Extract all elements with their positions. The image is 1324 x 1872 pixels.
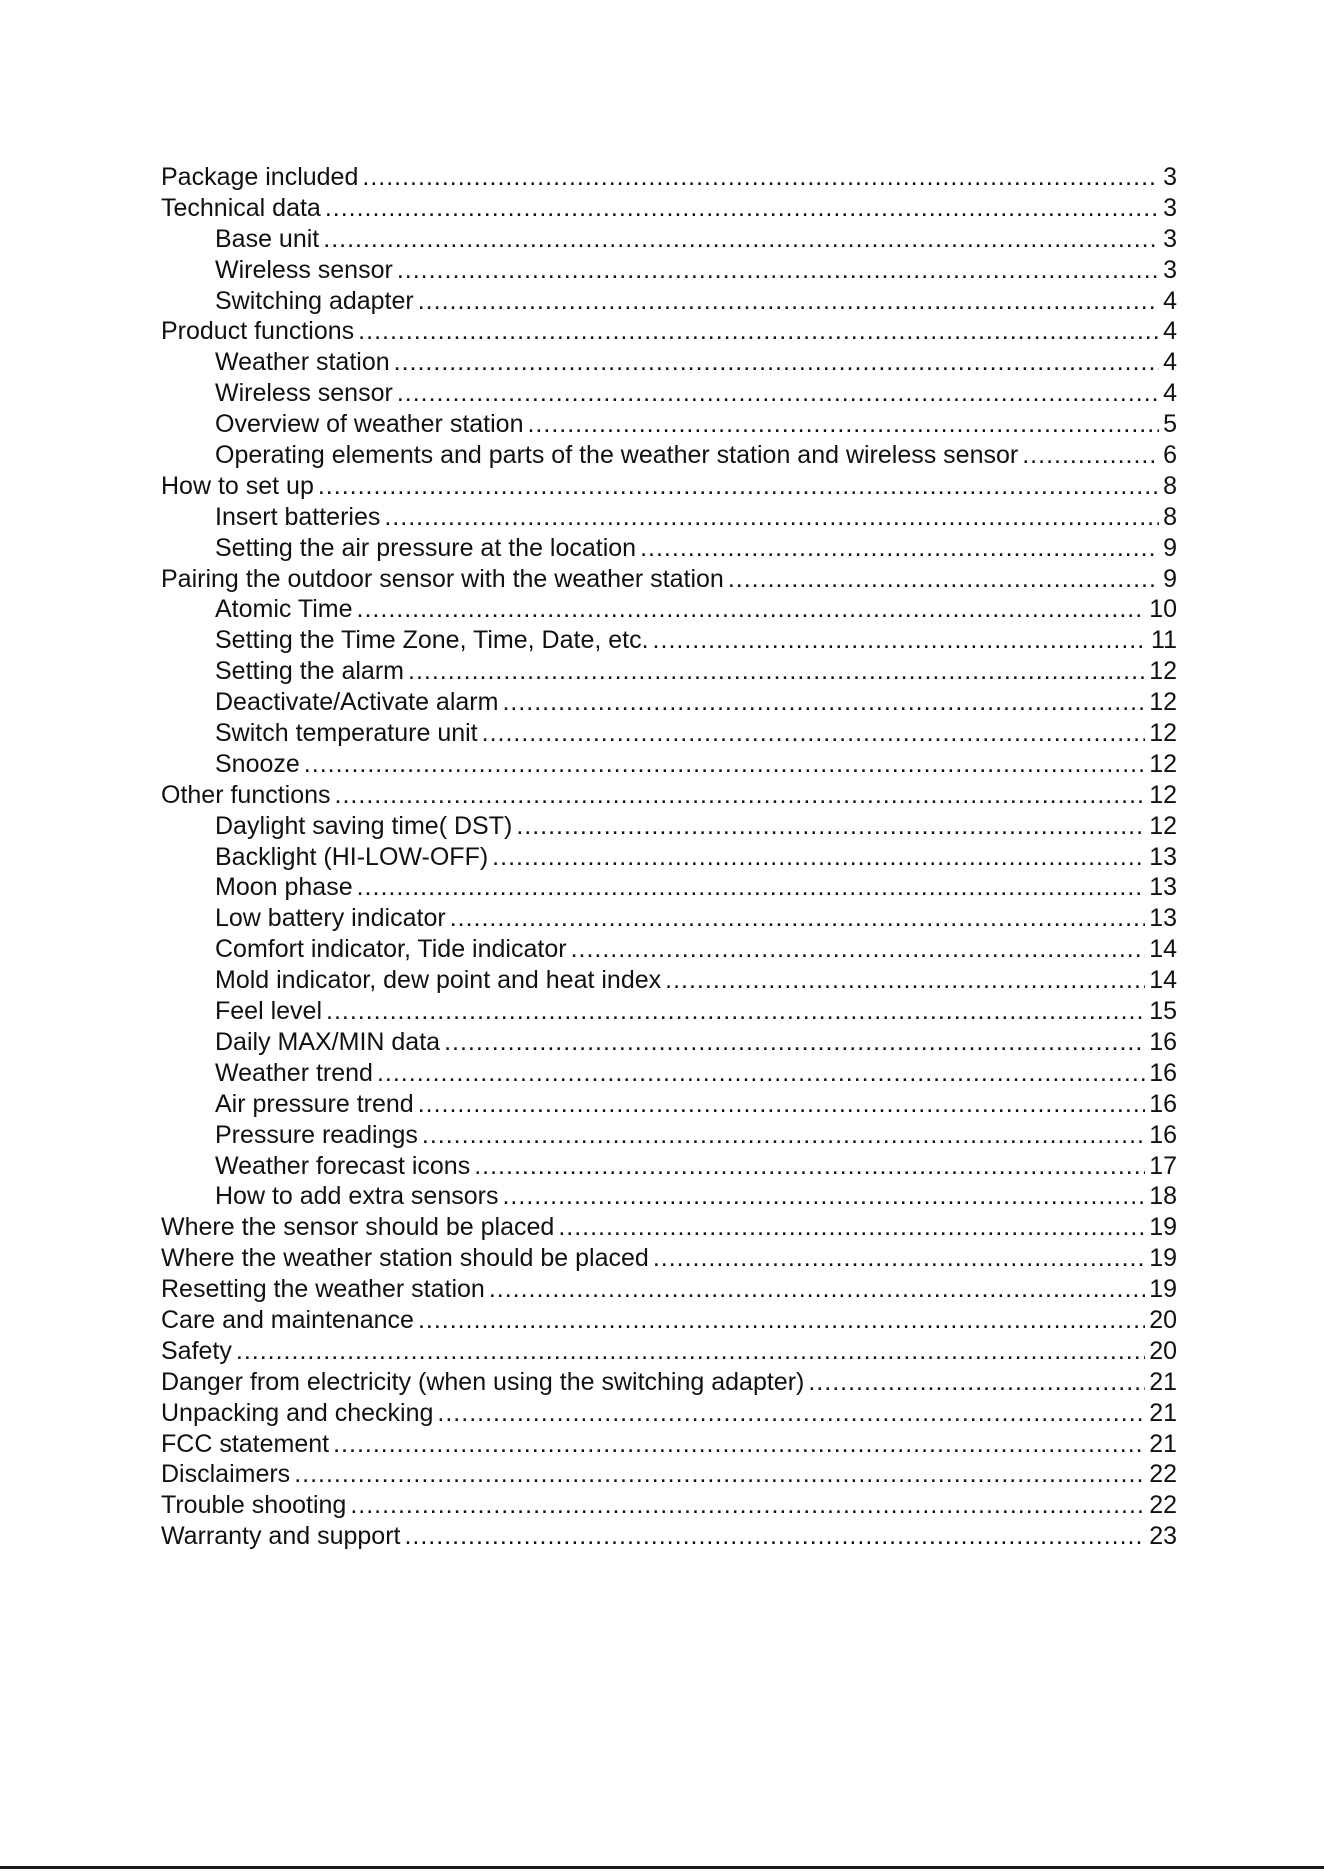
toc-entry-page-number: 4 — [1163, 379, 1177, 408]
toc-entry-title: Other functions — [161, 780, 331, 809]
toc-entry[interactable] — [161, 286, 1177, 317]
toc-entry-page-number: 19 — [1149, 1275, 1177, 1304]
toc-entry-title: Danger from electricity (when using the switching adapter) — [161, 1367, 805, 1396]
toc-entry-page-number: 5 — [1163, 410, 1177, 439]
toc-entry-page-number: 13 — [1149, 873, 1177, 902]
toc-entry-page-number: 17 — [1149, 1151, 1177, 1180]
toc-entry-page-number: 12 — [1149, 688, 1177, 717]
toc-entry-title: Setting the air pressure at the location — [215, 533, 637, 562]
toc-entry-page-number: 20 — [1149, 1336, 1177, 1365]
toc-entry[interactable] — [161, 316, 1177, 347]
toc-entry-page-number: 3 — [1163, 193, 1177, 222]
toc-entry-title: Deactivate/Activate alarm — [215, 688, 499, 717]
toc-entry[interactable] — [161, 378, 1177, 409]
toc-entry[interactable] — [161, 193, 1177, 224]
toc-entry-title: Package included — [161, 163, 359, 191]
toc-entry[interactable] — [161, 1243, 1177, 1274]
toc-dot-leader — [558, 1212, 1145, 1243]
toc-entry-title: How to set up — [161, 471, 314, 500]
toc-entry-title: Backlight (HI-LOW-OFF) — [215, 842, 489, 871]
toc-entry-title: Warranty and support — [161, 1522, 401, 1551]
toc-entry-page-number: 10 — [1149, 595, 1177, 624]
toc-dot-leader — [236, 1336, 1145, 1367]
toc-dot-leader — [384, 502, 1159, 533]
toc-entry-page-number: 12 — [1149, 780, 1177, 809]
toc-dot-leader — [492, 842, 1145, 873]
toc-entry[interactable] — [161, 625, 1177, 656]
toc-dot-leader — [450, 903, 1146, 934]
toc-entry[interactable] — [161, 594, 1177, 625]
toc-entry-page-number: 8 — [1163, 502, 1177, 531]
toc-entry-title: Overview of weather station — [215, 410, 524, 439]
toc-dot-leader — [326, 996, 1145, 1027]
toc-entry[interactable] — [161, 440, 1177, 471]
toc-entry[interactable] — [161, 1429, 1177, 1460]
toc-entry-title: Weather forecast icons — [215, 1151, 471, 1180]
toc-entry-page-number: 12 — [1149, 749, 1177, 778]
toc-entry-title: Unpacking and checking — [161, 1398, 434, 1427]
toc-entry-title: Weather station — [215, 348, 390, 377]
toc-entry-title: Air pressure trend — [215, 1089, 414, 1118]
toc-entry-title: Atomic Time — [215, 595, 353, 624]
toc-entry-title: Safety — [161, 1336, 232, 1365]
toc-entry[interactable] — [161, 162, 1177, 193]
toc-entry[interactable] — [161, 1212, 1177, 1243]
toc-entry-page-number: 14 — [1149, 935, 1177, 964]
toc-entry-title: Weather trend — [215, 1058, 373, 1087]
toc-entry-page-number: 16 — [1149, 1058, 1177, 1087]
toc-entry[interactable] — [161, 224, 1177, 255]
toc-entry-page-number: 12 — [1149, 811, 1177, 840]
toc-dot-leader — [397, 255, 1159, 286]
toc-dot-leader — [325, 193, 1159, 224]
toc-entry-page-number: 12 — [1149, 719, 1177, 748]
toc-entry[interactable] — [161, 1120, 1177, 1151]
toc-dot-leader — [294, 1459, 1145, 1490]
toc-entry-page-number: 20 — [1149, 1305, 1177, 1334]
toc-dot-leader — [362, 162, 1159, 193]
toc-entry[interactable] — [161, 1398, 1177, 1429]
toc-entry[interactable] — [161, 1181, 1177, 1212]
toc-dot-leader — [357, 872, 1146, 903]
toc-entry[interactable] — [161, 255, 1177, 286]
toc-entry-title: Switch temperature unit — [215, 719, 478, 748]
toc-entry-page-number: 3 — [1163, 224, 1177, 253]
toc-entry-page-number: 9 — [1163, 533, 1177, 562]
toc-dot-leader — [502, 1181, 1145, 1212]
toc-dot-leader — [640, 533, 1159, 564]
toc-entry-title: Operating elements and parts of the weather station and wireless sensor — [215, 441, 1019, 470]
toc-entry-page-number: 19 — [1149, 1213, 1177, 1242]
toc-entry[interactable] — [161, 1521, 1177, 1552]
toc-entry-page-number: 16 — [1149, 1027, 1177, 1056]
toc-entry-page-number: 16 — [1149, 1089, 1177, 1118]
toc-entry-title: Wireless sensor — [215, 379, 393, 408]
toc-entry[interactable] — [161, 1336, 1177, 1367]
toc-entry-title: Wireless sensor — [215, 255, 393, 284]
toc-entry-title: Mold indicator, dew point and heat index — [215, 966, 662, 995]
toc-entry[interactable] — [161, 872, 1177, 903]
toc-entry-title: Pressure readings — [215, 1120, 418, 1149]
toc-entry-title: Daily MAX/MIN data — [215, 1027, 441, 1056]
toc-dot-leader — [1022, 440, 1159, 471]
toc-entry[interactable] — [161, 347, 1177, 378]
toc-entry-title: Disclaimers — [161, 1460, 291, 1489]
toc-dot-leader — [418, 286, 1159, 317]
toc-entry-page-number: 14 — [1149, 966, 1177, 995]
toc-entry-title: Insert batteries — [215, 502, 381, 531]
toc-entry[interactable] — [161, 656, 1177, 687]
toc-entry[interactable] — [161, 1274, 1177, 1305]
toc-entry[interactable] — [161, 1089, 1177, 1120]
toc-entry-page-number: 4 — [1163, 286, 1177, 315]
toc-dot-leader — [437, 1398, 1145, 1429]
toc-entry-title: How to add extra sensors — [215, 1182, 499, 1211]
toc-entry[interactable] — [161, 409, 1177, 440]
toc-entry[interactable] — [161, 1459, 1177, 1490]
toc-dot-leader — [665, 965, 1145, 996]
toc-entry[interactable] — [161, 811, 1177, 842]
toc-entry-page-number: 21 — [1149, 1367, 1177, 1396]
toc-dot-leader — [377, 1058, 1145, 1089]
toc-entry-title: Snooze — [215, 749, 300, 778]
toc-entry-title: Setting the alarm — [215, 657, 404, 686]
toc-dot-leader — [333, 1429, 1145, 1460]
toc-entry[interactable] — [161, 1305, 1177, 1336]
toc-dot-leader — [728, 564, 1159, 595]
toc-dot-leader — [474, 1151, 1145, 1182]
toc-entry-title: Pairing the outdoor sensor with the weather station — [161, 564, 724, 593]
toc-dot-leader — [350, 1490, 1145, 1521]
toc-entry[interactable] — [161, 687, 1177, 718]
toc-entry-page-number: 21 — [1149, 1429, 1177, 1458]
toc-entry-page-number: 13 — [1149, 904, 1177, 933]
toc-entry[interactable] — [161, 842, 1177, 873]
toc-entry-page-number: 8 — [1163, 471, 1177, 500]
toc-entry[interactable] — [161, 1490, 1177, 1521]
toc-entry[interactable] — [161, 780, 1177, 811]
toc-entry-title: Technical data — [161, 193, 321, 222]
toc-entry-page-number: 22 — [1149, 1460, 1177, 1489]
toc-entry-title: Switching adapter — [215, 286, 414, 315]
toc-entry[interactable] — [161, 471, 1177, 502]
toc-entry-title: Resetting the weather station — [161, 1275, 485, 1304]
toc-entry-page-number: 16 — [1149, 1120, 1177, 1149]
toc-entry-page-number: 23 — [1149, 1522, 1177, 1551]
toc-entry-title: FCC statement — [161, 1429, 330, 1458]
toc-dot-leader — [516, 811, 1145, 842]
toc-dot-leader — [653, 1243, 1145, 1274]
toc-entry-page-number: 11 — [1151, 626, 1177, 655]
toc-entry-page-number: 3 — [1163, 255, 1177, 284]
toc-dot-leader — [422, 1120, 1145, 1151]
toc-dot-leader — [489, 1274, 1145, 1305]
toc-entry-title: Moon phase — [215, 873, 353, 902]
toc-entry-page-number: 9 — [1163, 564, 1177, 593]
toc-entry-page-number: 4 — [1163, 348, 1177, 377]
toc-dot-leader — [323, 224, 1159, 255]
toc-entry-title: Feel level — [215, 997, 322, 1026]
toc-entry-title: Product functions — [161, 317, 355, 346]
toc-dot-leader — [318, 471, 1159, 502]
toc-entry-title: Base unit — [215, 224, 320, 253]
toc-entry[interactable] — [161, 749, 1177, 780]
toc-entry-page-number: 18 — [1149, 1182, 1177, 1211]
toc-entry[interactable] — [161, 502, 1177, 533]
toc-dot-leader — [418, 1089, 1145, 1120]
toc-dot-leader — [527, 409, 1159, 440]
toc-dot-leader — [408, 656, 1145, 687]
toc-entry[interactable] — [161, 903, 1177, 934]
toc-dot-leader — [357, 594, 1146, 625]
toc-entry[interactable] — [161, 934, 1177, 965]
toc-entry[interactable] — [161, 1151, 1177, 1182]
toc-entry-title: Daylight saving time( DST) — [215, 811, 513, 840]
toc-entry-page-number: 19 — [1149, 1244, 1177, 1273]
toc-dot-leader — [502, 687, 1145, 718]
toc-entry[interactable] — [161, 1058, 1177, 1089]
toc-dot-leader — [444, 1027, 1145, 1058]
toc-entry-title: Trouble shooting — [161, 1491, 347, 1520]
toc-entry-page-number: 21 — [1149, 1398, 1177, 1427]
table-of-contents — [161, 162, 1177, 1552]
toc-entry[interactable] — [161, 564, 1177, 595]
toc-entry-title: Setting the Time Zone, Time, Date, etc. — [215, 626, 649, 655]
toc-dot-leader — [358, 316, 1159, 347]
toc-entry[interactable] — [161, 1367, 1177, 1398]
toc-dot-leader — [571, 934, 1146, 965]
toc-entry[interactable] — [161, 965, 1177, 996]
toc-entry-title: Where the sensor should be placed — [161, 1213, 555, 1242]
toc-entry-page-number: 15 — [1149, 997, 1177, 1026]
page-bottom-rule — [0, 1866, 1324, 1869]
toc-entry-title: Low battery indicator — [215, 904, 446, 933]
toc-entry-page-number: 3 — [1163, 163, 1177, 191]
toc-dot-leader — [404, 1521, 1145, 1552]
toc-entry-title: Care and maintenance — [161, 1305, 414, 1334]
toc-dot-leader — [418, 1305, 1145, 1336]
toc-entry-page-number: 4 — [1163, 317, 1177, 346]
toc-entry-page-number: 13 — [1149, 842, 1177, 871]
toc-entry-page-number: 22 — [1149, 1491, 1177, 1520]
toc-dot-leader — [808, 1367, 1145, 1398]
toc-entry-title: Comfort indicator, Tide indicator — [215, 935, 567, 964]
toc-entry[interactable] — [161, 718, 1177, 749]
toc-dot-leader — [335, 780, 1146, 811]
toc-entry-title: Where the weather station should be placed — [161, 1244, 649, 1273]
toc-dot-leader — [653, 625, 1148, 656]
toc-entry-page-number: 12 — [1149, 657, 1177, 686]
toc-entry-page-number: 6 — [1163, 441, 1177, 470]
toc-dot-leader — [304, 749, 1145, 780]
toc-entry[interactable] — [161, 996, 1177, 1027]
toc-dot-leader — [482, 718, 1146, 749]
toc-dot-leader — [394, 347, 1159, 378]
toc-entry[interactable] — [161, 1027, 1177, 1058]
toc-entry[interactable] — [161, 533, 1177, 564]
toc-dot-leader — [397, 378, 1159, 409]
